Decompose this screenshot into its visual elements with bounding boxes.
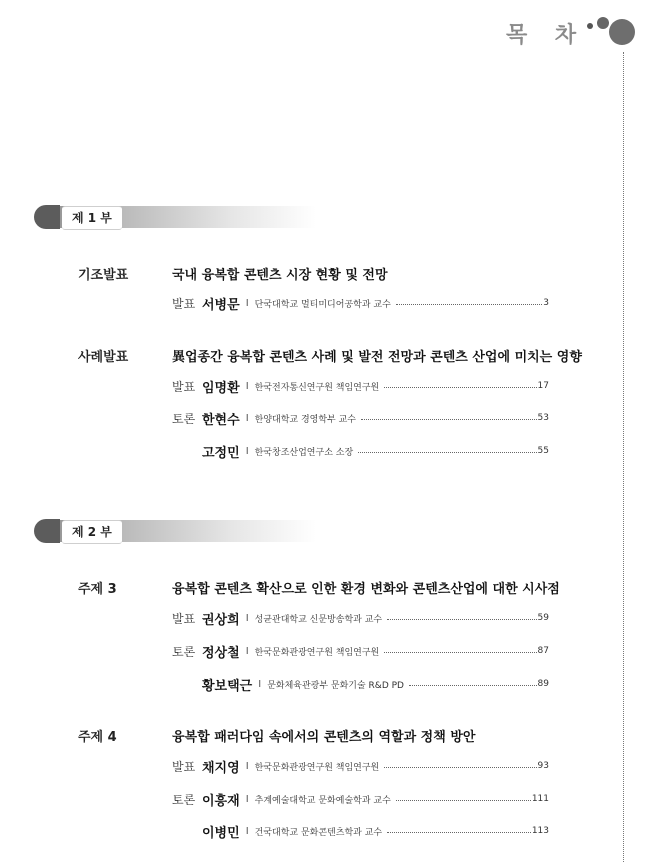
toc-entry[interactable]	[172, 409, 549, 427]
entry-separator: I	[245, 297, 249, 309]
entry-affiliation: 건국대학교 문화콘텐츠학과 교수	[254, 827, 383, 838]
entry-separator: I	[245, 612, 249, 624]
part-2-banner	[36, 520, 316, 542]
toc-title: 목 차	[506, 23, 587, 48]
entry-name: 권상희	[202, 612, 240, 628]
entry-role: 토론	[172, 644, 196, 659]
part-2-label: 제 2 부	[62, 520, 122, 544]
dot-leader	[384, 767, 536, 768]
entry-separator: I	[245, 445, 249, 457]
entry-page: 53	[537, 413, 549, 423]
entry-role: 발표	[172, 611, 196, 626]
entry-page: 93	[537, 761, 549, 771]
entry-role: 발표	[172, 379, 196, 394]
part-1-banner	[36, 206, 316, 228]
entry-page: 89	[537, 679, 549, 689]
entry-separator: I	[245, 412, 249, 424]
entry-name: 고정민	[202, 445, 240, 461]
dot-leader	[384, 387, 536, 388]
dot-leader	[358, 452, 536, 453]
entry-affiliation: 한국전자통신연구원 책임연구원	[254, 382, 380, 393]
entry-affiliation: 추계예술대학교 문화예술학과 교수	[254, 795, 391, 806]
entry-page: 113	[531, 826, 549, 836]
toc-entry[interactable]	[172, 294, 549, 312]
section-topic: 융복합 패러다임 속에서의 콘텐츠의 역할과 정책 방안	[172, 730, 476, 745]
entry-page: 17	[537, 381, 549, 391]
entry-role: 발표	[172, 759, 196, 774]
entry-page: 3	[543, 298, 549, 308]
part-1-label: 제 1 부	[62, 206, 122, 230]
entry-page: 55	[537, 446, 549, 456]
toc-entry[interactable]	[172, 642, 549, 660]
section-category: 주제 4	[78, 730, 117, 745]
section-category: 기조발표	[78, 268, 129, 283]
section-category: 사례발표	[78, 350, 129, 365]
entry-name: 정상철	[202, 645, 240, 661]
section-topic: 융복합 콘텐츠 확산으로 인한 환경 변화와 콘텐츠산업에 대한 시사점	[172, 582, 560, 597]
entry-name: 황보택근	[202, 678, 253, 694]
entry-affiliation: 한국창조산업연구소 소장	[254, 447, 354, 458]
entry-separator: I	[245, 760, 249, 772]
toc-entry[interactable]	[172, 790, 549, 808]
entry-separator: I	[245, 825, 249, 837]
dot-leader	[409, 685, 537, 686]
entry-name: 임명환	[202, 380, 240, 396]
toc-entry[interactable]	[172, 675, 549, 693]
entry-name: 이병민	[202, 825, 240, 841]
small-dot	[587, 23, 593, 29]
section-topic: 異업종간 융복합 콘텐츠 사례 및 발전 전망과 콘텐츠 산업에 미치는 영향	[172, 350, 582, 365]
entry-affiliation: 한양대학교 경영학부 교수	[254, 414, 356, 425]
entry-affiliation: 단국대학교 멀티미디어공학과 교수	[254, 299, 391, 310]
dot-leader	[387, 832, 531, 833]
entry-page: 111	[531, 794, 549, 804]
entry-role: 발표	[172, 296, 196, 311]
entry-name: 한현수	[202, 412, 240, 428]
dot-leader	[387, 619, 536, 620]
entry-page: 59	[537, 613, 549, 623]
entry-separator: I	[245, 645, 249, 657]
toc-entry[interactable]	[172, 822, 549, 840]
entry-affiliation: 한국문화관광연구원 책임연구원	[254, 762, 380, 773]
part-banner-cap	[34, 519, 60, 543]
section-topic: 국내 융복합 콘텐츠 시장 현황 및 전망	[172, 268, 388, 283]
entry-separator: I	[258, 678, 262, 690]
toc-entry[interactable]	[172, 442, 549, 460]
entry-affiliation: 성균관대학교 신문방송학과 교수	[254, 614, 383, 625]
toc-entry[interactable]	[172, 377, 549, 395]
entry-page: 87	[537, 646, 549, 656]
medium-dot	[597, 17, 609, 29]
toc-entry[interactable]	[172, 757, 549, 775]
section-category: 주제 3	[78, 582, 117, 597]
dot-leader	[396, 800, 531, 801]
entry-separator: I	[245, 380, 249, 392]
right-margin-rule	[623, 52, 624, 862]
toc-entry[interactable]	[172, 609, 549, 627]
entry-affiliation: 한국문화관광연구원 책임연구원	[254, 647, 380, 658]
entry-name: 서병문	[202, 297, 240, 313]
part-banner-cap	[34, 205, 60, 229]
entry-name: 채지영	[202, 760, 240, 776]
dot-leader	[361, 419, 537, 420]
dot-leader	[396, 304, 542, 305]
entry-role: 토론	[172, 411, 196, 426]
entry-separator: I	[245, 793, 249, 805]
entry-name: 이흥재	[202, 793, 240, 809]
entry-role: 토론	[172, 792, 196, 807]
large-dot	[609, 19, 635, 45]
entry-affiliation: 문화체육관광부 문화기술 R&D PD	[267, 680, 404, 691]
dot-leader	[384, 652, 536, 653]
